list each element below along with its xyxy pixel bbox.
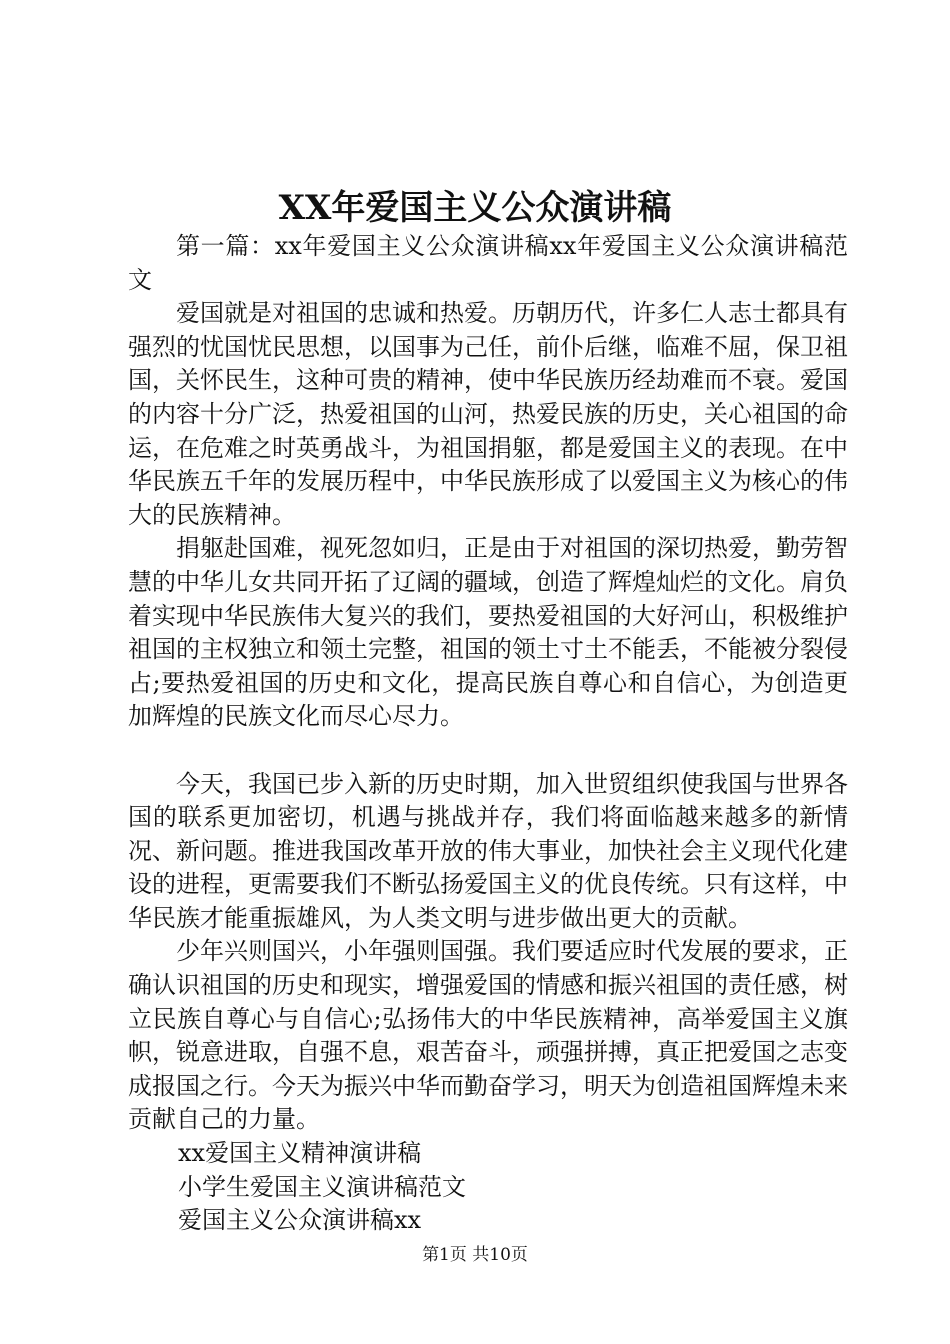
page-number: 第1页 共10页 <box>422 1245 528 1265</box>
document-title: XX年爱国主义公众演讲稿 <box>278 188 672 228</box>
paragraph: 爱国就是对祖国的忠诚和热爱。历朝历代，许多仁人志士都具有强烈的忧国忧民思想，以国事为己任，前仆后继，临难不屈，保卫祖国，关怀民生，这种可贵的精神，使中华民族历经劫难而不衰。爱国的内容十分广泛，热爱祖国的山河，热爱民族的历史，关心祖国的命运，在危难之时英勇战斗，为祖国捐躯，都是爱国主义的表现。在中华民族五千年的发展历程中，中华民族形成了以爱国主义为核心的伟大的民族精神。 <box>128 299 848 529</box>
document-body <box>128 230 848 1238</box>
paragraph: 少年兴则国兴，小年强则国强。我们要适应时代发展的要求，正确认识祖国的历史和现实，增强爱国的情感和振兴祖国的责任感，树立民族自尊心与自信心;弘扬伟大的中华民族精神，高举爱国主义旗帜，锐意进取，自强不息，艰苦奋斗，顽强拼搏，真正把爱国之志变成报国之行。今天为振兴中华而勤奋学习，明天为创造祖国辉煌未来贡献自己的力量。 <box>128 937 848 1134</box>
paragraph: 捐躯赴国难，视死忽如归，正是由于对祖国的深切热爱，勤劳智慧的中华儿女共同开拓了辽阔的疆域，创造了辉煌灿烂的文化。肩负着实现中华民族伟大复兴的我们，要热爱祖国的大好河山，积极维护祖国的主权独立和领土完整，祖国的领土寸土不能丢，不能被分裂侵占;要热爱祖国的历史和文化，提高民族自尊心和自信心，为创造更加辉煌的民族文化而尽心尽力。 <box>128 534 848 731</box>
related-title: 小学生爱国主义演讲稿范文 <box>178 1172 466 1201</box>
related-title: 爱国主义公众演讲稿xx <box>178 1206 422 1235</box>
paragraph-heading: 第一篇：xx年爱国主义公众演讲稿xx年爱国主义公众演讲稿范文 <box>128 232 848 294</box>
paragraph: 今天，我国已步入新的历史时期，加入世贸组织使我国与世界各国的联系更加密切，机遇与挑战并存，我们将面临越来越多的新情况、新问题。推进我国改革开放的伟大事业，加快社会主义现代化建设的进程，更需要我们不断弘扬爱国主义的优良传统。只有这样，中华民族才能重振雄风，为人类文明与进步做出更大的贡献。 <box>128 769 848 932</box>
related-title: xx爱国主义精神演讲稿 <box>178 1139 422 1168</box>
